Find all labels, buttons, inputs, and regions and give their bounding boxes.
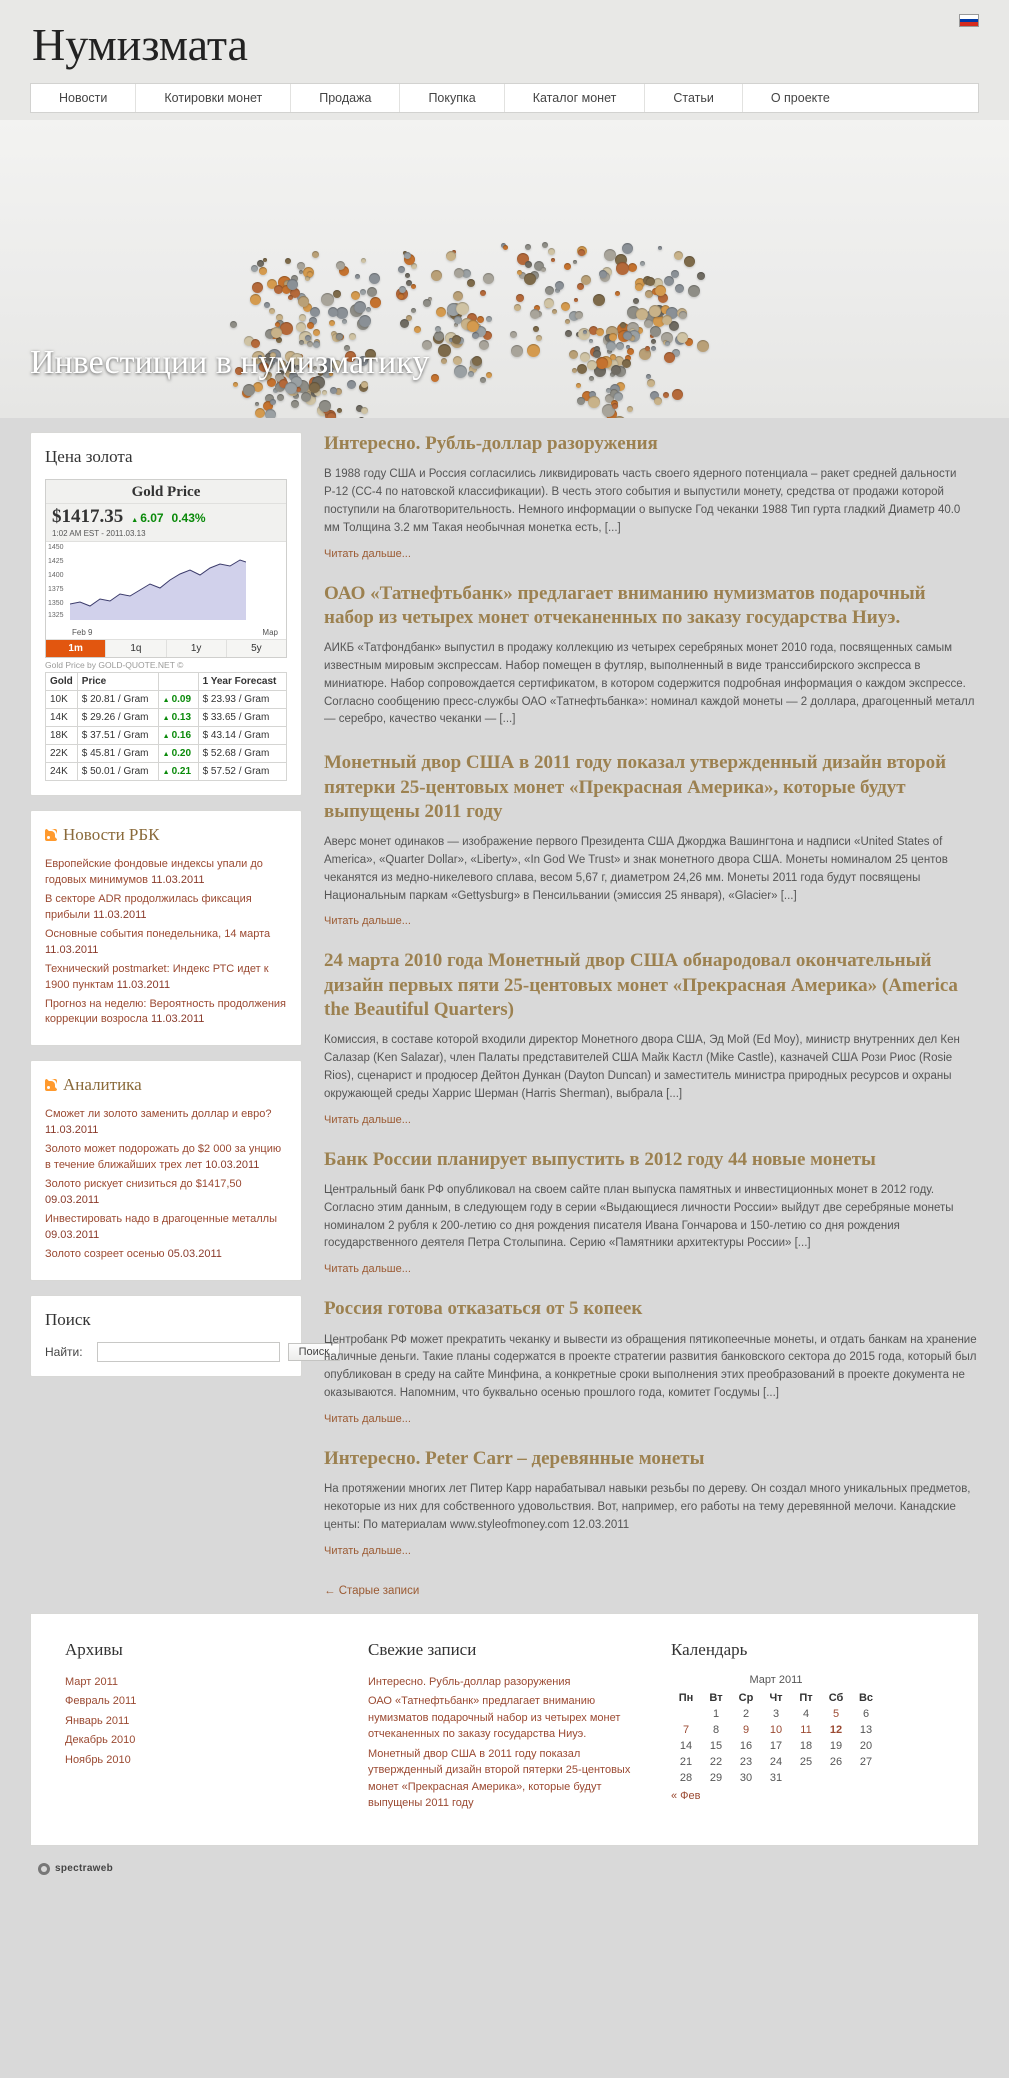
calendar-day[interactable]: 5 [832, 1707, 840, 1720]
calendar-day: 30 [739, 1771, 753, 1784]
older-posts-link[interactable]: ← Старые записи [324, 1584, 420, 1597]
rbk-news-link[interactable]: Прогноз на неделю: Вероятность продолжения коррекции возросла [45, 997, 286, 1026]
gold-range-tabs [46, 639, 286, 657]
post-excerpt: На протяжении многих лет Питер Карр нарабатывал навыки резьбы по дереву. Он создал много уникальных предметов, некоторые из них для собственного удовольствия. Вот, например, его работы на тему деревянной мелочи. Канадские центы: По материалам www.styleofmoney.com 12.03.2011 [324, 1483, 971, 1531]
post-title[interactable]: Интересно. Peter Carr – деревянные монеты [324, 1447, 705, 1469]
list-item[interactable] [45, 1212, 287, 1244]
calendar-day[interactable]: 11 [800, 1723, 812, 1736]
search-button[interactable]: Поиск [288, 1343, 340, 1361]
post-excerpt: В 1988 году США и Россия согласились ликвидировать часть своего ядерного потенциала – ракет средней дальности Р-12 (СС-4 по натовской классификации). В честь этого события и выпустили монету, средства от продажи которой поступили на благотворительность. Немного информации о выпуске Год чеканки 1988 Тип гурта гладкий Диаметр 40.0 мм Толщина 3.2 мм Такая необычная монетка есть, [...] [324, 468, 961, 534]
gold-row-forecast: $ 23.93 / Gram [198, 691, 286, 709]
calendar-table [671, 1674, 881, 1786]
gold-y-label-1450: 1450 [48, 544, 64, 551]
analytics-list [45, 1107, 287, 1262]
gold-karat: 24K [46, 763, 78, 781]
gold-credit: Gold Price by GOLD-QUOTE.NET © [45, 660, 184, 670]
gold-row-change: ▲ 0.13 [158, 709, 198, 727]
widget-title-gold: Цена золота [45, 447, 133, 466]
footer-archives [65, 1640, 338, 1815]
analytics-link[interactable]: Золото может подорожать до $2 000 за унцию в течение ближайших трех лет [45, 1143, 282, 1172]
calendar-day: 27 [859, 1755, 873, 1768]
gold-row-price: $ 29.26 / Gram [77, 709, 158, 727]
calendar-day: 31 [769, 1771, 783, 1784]
gold-spot-price: $1417.35 [52, 506, 124, 527]
search-label: Найти: [45, 1344, 83, 1359]
rss-icon [45, 1079, 57, 1091]
weekday-sat: Сб [828, 1691, 844, 1704]
read-more-link[interactable]: Читать дальше... [324, 1544, 411, 1557]
post-title[interactable]: Монетный двор США в 2011 году показал утвержденный дизайн второй пятерки 25-центовых монет «Прекрасная Америка», которые будут выпущены 2011 году [324, 752, 947, 822]
weekday-fri: Пт [799, 1691, 813, 1704]
weekday-thu: Чт [769, 1691, 783, 1704]
weekday-sun: Вс [858, 1691, 874, 1704]
calendar-day: 16 [739, 1739, 753, 1752]
post [324, 432, 979, 560]
rbk-news-list [45, 857, 287, 1028]
nav-item-catalog[interactable]: Каталог монет [505, 84, 646, 112]
col-change [158, 673, 198, 691]
nav-item-about[interactable]: О проекте [770, 91, 830, 105]
hero-caption: Инвестиции в нумизматику [30, 344, 430, 381]
calendar-day: 6 [862, 1707, 870, 1720]
calendar-day: 2 [742, 1707, 750, 1720]
post-excerpt: Центральный банк РФ опубликовал на своем сайте план выпуска памятных и инвестиционных монет в 2012 году. Согласно этим данным, в следующем году в серии «Выдающиеся личности России» выйдут две серебряные монеты номиналом 2 рубля к 200-летию со дня рождения писателя Ивана Гончарова и 150-летию со дня рождения государственного деятеля Петра Столыпина. Серию «Памятники архитектуры России» [...] [324, 1183, 954, 1250]
calendar-day [851, 1770, 881, 1786]
gold-row-change: ▲ 0.20 [158, 745, 198, 763]
gold-y-label-1400: 1400 [48, 572, 64, 579]
gold-range-5y[interactable]: 5y [227, 640, 286, 657]
weekday-mon: Пн [678, 1691, 694, 1704]
gold-range-1q[interactable]: 1q [106, 640, 166, 657]
gold-karat: 18K [46, 727, 78, 745]
calendar-week [671, 1770, 881, 1786]
calendar-day: 13 [859, 1723, 873, 1736]
footer-calendar [671, 1640, 944, 1815]
gold-row-change: ▲ 0.16 [158, 727, 198, 745]
calendar-prev-month-link[interactable]: « Фев [671, 1789, 701, 1802]
post [324, 582, 979, 730]
footer-recent-posts [368, 1640, 641, 1815]
search-form [45, 1342, 330, 1362]
list-item[interactable] [368, 1746, 641, 1812]
site-header [0, 0, 1009, 120]
gold-row-forecast: $ 52.68 / Gram [198, 745, 286, 763]
calendar-day-today[interactable]: 12 [829, 1723, 843, 1736]
recent-post-link[interactable]: Монетный двор США в 2011 году показал утвержденный дизайн второй пятерки 25-центовых монет «Прекрасная Америка», которые будут выпущены 2011 году [368, 1747, 631, 1809]
analytics-date: 09.03.2011 [45, 1194, 100, 1207]
rbk-news-link[interactable]: Технический postmarket: Индекс РТС идет к 1900 пунктам [45, 962, 269, 991]
gold-row-price: $ 50.01 / Gram [77, 763, 158, 781]
calendar-day: 1 [712, 1707, 720, 1720]
gold-range-1m[interactable]: 1m [46, 640, 106, 657]
footer-wrap [0, 1613, 1009, 1846]
calendar-day [821, 1770, 851, 1786]
rbk-news-link[interactable]: Европейские фондовые индексы упали до годовых минимумов [45, 858, 263, 886]
calendar-day [791, 1770, 821, 1786]
read-more-link[interactable]: Читать дальше... [324, 1263, 411, 1276]
list-item[interactable] [65, 1732, 338, 1749]
gold-y-label-1375: 1375 [48, 586, 64, 593]
list-item[interactable] [368, 1674, 641, 1691]
weekday-wed: Ср [738, 1691, 754, 1704]
gold-price-table [45, 672, 287, 781]
recent-post-link[interactable]: Интересно. Рубль-доллар разоружения [368, 1675, 571, 1688]
post [324, 1297, 979, 1425]
read-more-link[interactable]: Читать дальше... [324, 547, 411, 560]
analytics-date: 10.03.2011 [205, 1159, 260, 1172]
read-more-link[interactable]: Читать дальше... [324, 1412, 411, 1425]
bottom-bar [0, 1846, 1009, 1892]
widget-title-analytics [45, 1075, 287, 1095]
post [324, 949, 979, 1125]
page-content [0, 418, 1009, 1597]
calendar-day: 25 [799, 1755, 813, 1768]
post-title[interactable]: ОАО «Татнефтьбанк» предлагает вниманию нумизматов подарочный набор из четырех монет отчеканенных по заказу государства Ниуэ. [324, 582, 926, 628]
calendar-day: 18 [799, 1739, 813, 1752]
rbk-news-link[interactable]: В секторе ADR продолжилась фиксация прибыли [45, 892, 252, 921]
analytics-link[interactable]: Золото созреет осенью [45, 1247, 165, 1260]
calendar-day: 8 [712, 1723, 720, 1736]
sidebar [30, 432, 330, 1391]
table-row [46, 691, 287, 709]
list-item[interactable] [45, 927, 287, 959]
post-title[interactable]: Банк России планирует выпустить в 2012 году 44 новые монеты [324, 1148, 876, 1170]
nav-item-sale[interactable]: Продажа [291, 84, 400, 112]
calendar-header-row [671, 1690, 881, 1706]
list-item[interactable] [65, 1693, 338, 1710]
calendar-day: 23 [739, 1755, 753, 1768]
gold-change-percent: 0.43% [171, 511, 206, 525]
calendar-day: 29 [709, 1771, 723, 1784]
read-more-link[interactable]: Читать дальше... [324, 915, 411, 928]
analytics-date: 05.03.2011 [167, 1247, 222, 1260]
list-item[interactable] [45, 997, 287, 1029]
archives-list [65, 1674, 338, 1769]
list-item[interactable] [45, 857, 287, 889]
calendar-day[interactable]: 7 [682, 1723, 690, 1736]
calendar-day[interactable]: 10 [769, 1723, 783, 1736]
spectraweb-logo[interactable] [38, 1863, 113, 1875]
rss-icon [45, 829, 57, 841]
archive-link[interactable]: Январь 2011 [65, 1714, 130, 1727]
col-forecast: 1 Year Forecast [198, 673, 286, 691]
calendar-day: 20 [859, 1739, 873, 1752]
post [324, 1148, 979, 1276]
post [324, 1447, 979, 1557]
spectraweb-dot-icon [38, 1863, 50, 1875]
table-row [46, 745, 287, 763]
analytics-date: 11.03.2011 [45, 1124, 99, 1137]
col-gold: Gold [46, 673, 78, 691]
gold-row-change: ▲ 0.21 [158, 763, 198, 781]
widget-title-rbk [45, 825, 287, 845]
list-item[interactable] [65, 1752, 338, 1769]
recent-posts-list [368, 1674, 641, 1812]
footer-title-recent: Свежие записи [368, 1639, 477, 1659]
spectraweb-label: spectraweb [55, 1863, 114, 1874]
post-excerpt: Аверс монет одинаков — изображение первого Президента США Джорджа Вашингтона и надписи «United States of America», «Quarter Dollar», «Liberty», «In God We Trust» и знак монетного двора США. Монеты номиналом 25 центов чеканятся из медно-никелевого сплава, весом 5,67 г, диаметром 24,26 мм. Монеты 2011 года будут посвящены Национальным паркам «Gettysburg» в Пенсильвании (эмиссия 25 января), «Glacier» [...] [324, 836, 948, 902]
calendar-caption: Март 2011 [749, 1673, 803, 1686]
gold-karat: 14K [46, 709, 78, 727]
calendar-day: 3 [772, 1707, 780, 1720]
rbk-news-link[interactable]: Основные события понедельника, 14 марта [45, 927, 271, 940]
gold-price-line [70, 544, 246, 620]
gold-karat: 22K [46, 745, 78, 763]
nav-item-quotes[interactable]: Котировки монет [136, 84, 291, 112]
read-more-link[interactable]: Читать дальше... [324, 1113, 411, 1126]
rbk-news-date: 11.03.2011 [45, 943, 99, 956]
list-item[interactable] [45, 1107, 287, 1139]
rbk-news-date: 11.03.2011 [150, 1013, 205, 1026]
gold-price-chart [46, 542, 286, 628]
calendar-day: 26 [829, 1755, 843, 1768]
post-excerpt: Комиссия, в составе которой входили директор Монетного двора США, Эд Мой (Ed Moy), министр внутренних дел Кен Салазар (Ken Salazar), член Палаты представителей США Майк Кастл (Mike Castle), казначей США Рози Риос (Rosie Rios), сценарист и продюсер Дейтон Дункан (Dayton Duncan) и заместитель министра природных ресурсов и охраны окружающей среды Харрис Шерман (Harris Sherman), выбрала [...] [324, 1034, 960, 1100]
weekday-tue: Вт [709, 1691, 723, 1704]
calendar-day: 22 [709, 1755, 723, 1768]
col-price: Price [77, 673, 158, 691]
calendar-day: 15 [709, 1739, 723, 1752]
archive-link[interactable]: Ноябрь 2010 [65, 1753, 131, 1766]
nav-item-articles[interactable]: Статьи [645, 84, 743, 112]
table-row [46, 709, 287, 727]
analytics-link[interactable]: Золото рискует снизиться до $1417,50 [45, 1178, 242, 1191]
analytics-link[interactable]: Сможет ли золото заменить доллар и евро? [45, 1108, 272, 1121]
calendar-day: 28 [679, 1771, 693, 1784]
recent-post-link[interactable]: ОАО «Татнефтьбанк» предлагает вниманию нумизматов подарочный набор из четырех монет отчеканенных по заказу государства Ниуэ. [368, 1695, 621, 1740]
calendar-day[interactable]: 9 [742, 1723, 750, 1736]
gold-change: ▲ 6.07 [131, 511, 163, 525]
gold-x-label-start: Feb 9 [72, 628, 93, 637]
main-nav [30, 83, 979, 113]
nav-item-buy[interactable]: Покупка [400, 84, 504, 112]
widget-title-search: Поиск [45, 1309, 91, 1329]
list-item[interactable] [368, 1693, 641, 1743]
calendar-day: 4 [802, 1707, 810, 1720]
analytics-link[interactable]: Инвестировать надо в драгоценные металлы [45, 1213, 277, 1225]
gold-row-change: ▲ 0.09 [158, 691, 198, 709]
widget-title-analytics-text: Аналитика [63, 1075, 142, 1095]
rbk-news-date: 11.03.2011 [116, 978, 171, 991]
list-item[interactable] [45, 1142, 287, 1174]
list-item[interactable] [45, 1247, 287, 1263]
list-item[interactable] [45, 962, 287, 994]
gold-row-price: $ 37.51 / Gram [77, 727, 158, 745]
gold-x-label-end: Мар [262, 628, 278, 637]
post-excerpt: АИКБ «Татфондбанк» выпустил в продажу коллекцию из четырех серебряных монет 2010 года, посвященных самым известным мировым экспрессам. Набор помещен в футляр, выполненный в виде транссибирского экспресса в миниатюре. Набор сопровождается сертификатом, в котором содержится подробная информация о каждом экспрессе. Согласно сообщению пресс-службы ОАО «Татнефтьбанка»: номинал каждой монеты — 2 доллара, драгоценный металл — серебро, качество чеканки — [...] [324, 642, 975, 726]
table-row [46, 763, 287, 781]
hero-banner [0, 120, 1009, 418]
calendar-day: 21 [679, 1755, 693, 1768]
list-item[interactable] [45, 1177, 287, 1209]
calendar-day: 17 [769, 1739, 783, 1752]
post-title[interactable]: Интересно. Рубль-доллар разоружения [324, 433, 658, 454]
table-header-row [46, 673, 287, 691]
gold-y-label-1325: 1325 [48, 612, 64, 619]
gold-y-label-1425: 1425 [48, 558, 64, 565]
rbk-news-date: 11.03.2011 [151, 873, 205, 886]
post-title[interactable]: Россия готова отказаться от 5 копеек [324, 1298, 643, 1320]
gold-range-1y[interactable]: 1y [167, 640, 227, 657]
site-title: Нумизмата [32, 19, 248, 70]
calendar-week [671, 1738, 881, 1754]
gold-row-forecast: $ 57.52 / Gram [198, 763, 286, 781]
gold-price-box [45, 479, 287, 658]
ru-flag-icon[interactable] [959, 14, 979, 27]
list-item[interactable] [65, 1674, 338, 1691]
gold-row-forecast: $ 43.14 / Gram [198, 727, 286, 745]
rbk-news-date: 11.03.2011 [93, 908, 147, 921]
gold-chart-title: Gold Price [46, 480, 286, 504]
main-column [318, 432, 979, 1597]
gold-price-row [46, 504, 286, 528]
calendar-day [671, 1706, 701, 1722]
post-excerpt: Центробанк РФ может прекратить чеканку и вывести из обращения пятикопеечные монеты, и отдать банкам на хранение наличные деньги. Такие планы содержатся в проекте стратегии развития банковского сектора до 2015 года, который был опубликован в среду на сайте Минфина, а конкретные сроки выполнения этих преобразований в проекте документа не оказываются. Напомним, что буквально осенью прошлого года, комитет Госдумы [...] [324, 1333, 977, 1399]
footer-title-archives: Архивы [65, 1639, 123, 1659]
gold-y-label-1350: 1350 [48, 600, 64, 607]
archive-link[interactable]: Март 2011 [65, 1675, 119, 1688]
site-footer [30, 1613, 979, 1846]
gold-timestamp: 1:02 AM EST - 2011.03.13 [46, 528, 286, 542]
gold-row-price: $ 45.81 / Gram [77, 745, 158, 763]
nav-item-news[interactable]: Новости [31, 84, 136, 112]
widget-gold-price [30, 432, 302, 796]
archive-link[interactable]: Декабрь 2010 [65, 1734, 136, 1746]
post-title[interactable]: 24 марта 2010 года Монетный двор США обнародовал окончательный дизайн первых пяти 25-центовых монет «Прекрасная Америка» (America the Beautiful Quarters) [324, 950, 958, 1021]
widget-search [30, 1295, 330, 1377]
list-item[interactable] [45, 892, 287, 924]
calendar-week [671, 1722, 881, 1738]
calendar-week [671, 1706, 881, 1722]
search-input[interactable] [97, 1342, 280, 1362]
calendar-day: 19 [829, 1739, 843, 1752]
gold-row-price: $ 20.81 / Gram [77, 691, 158, 709]
gold-row-forecast: $ 33.65 / Gram [198, 709, 286, 727]
table-row [46, 727, 287, 745]
calendar-day: 14 [679, 1739, 693, 1752]
calendar-week [671, 1754, 881, 1770]
gold-karat: 10K [46, 691, 78, 709]
archive-link[interactable]: Февраль 2011 [65, 1695, 137, 1707]
calendar-day: 24 [769, 1755, 783, 1768]
list-item[interactable] [65, 1713, 338, 1730]
widget-analytics [30, 1060, 302, 1280]
widget-title-rbk-text: Новости РБК [63, 825, 160, 844]
post [324, 751, 979, 927]
gold-x-axis [46, 628, 286, 639]
analytics-date: 09.03.2011 [45, 1228, 100, 1241]
footer-title-calendar: Календарь [671, 1639, 748, 1659]
widget-rbk-news [30, 810, 302, 1046]
